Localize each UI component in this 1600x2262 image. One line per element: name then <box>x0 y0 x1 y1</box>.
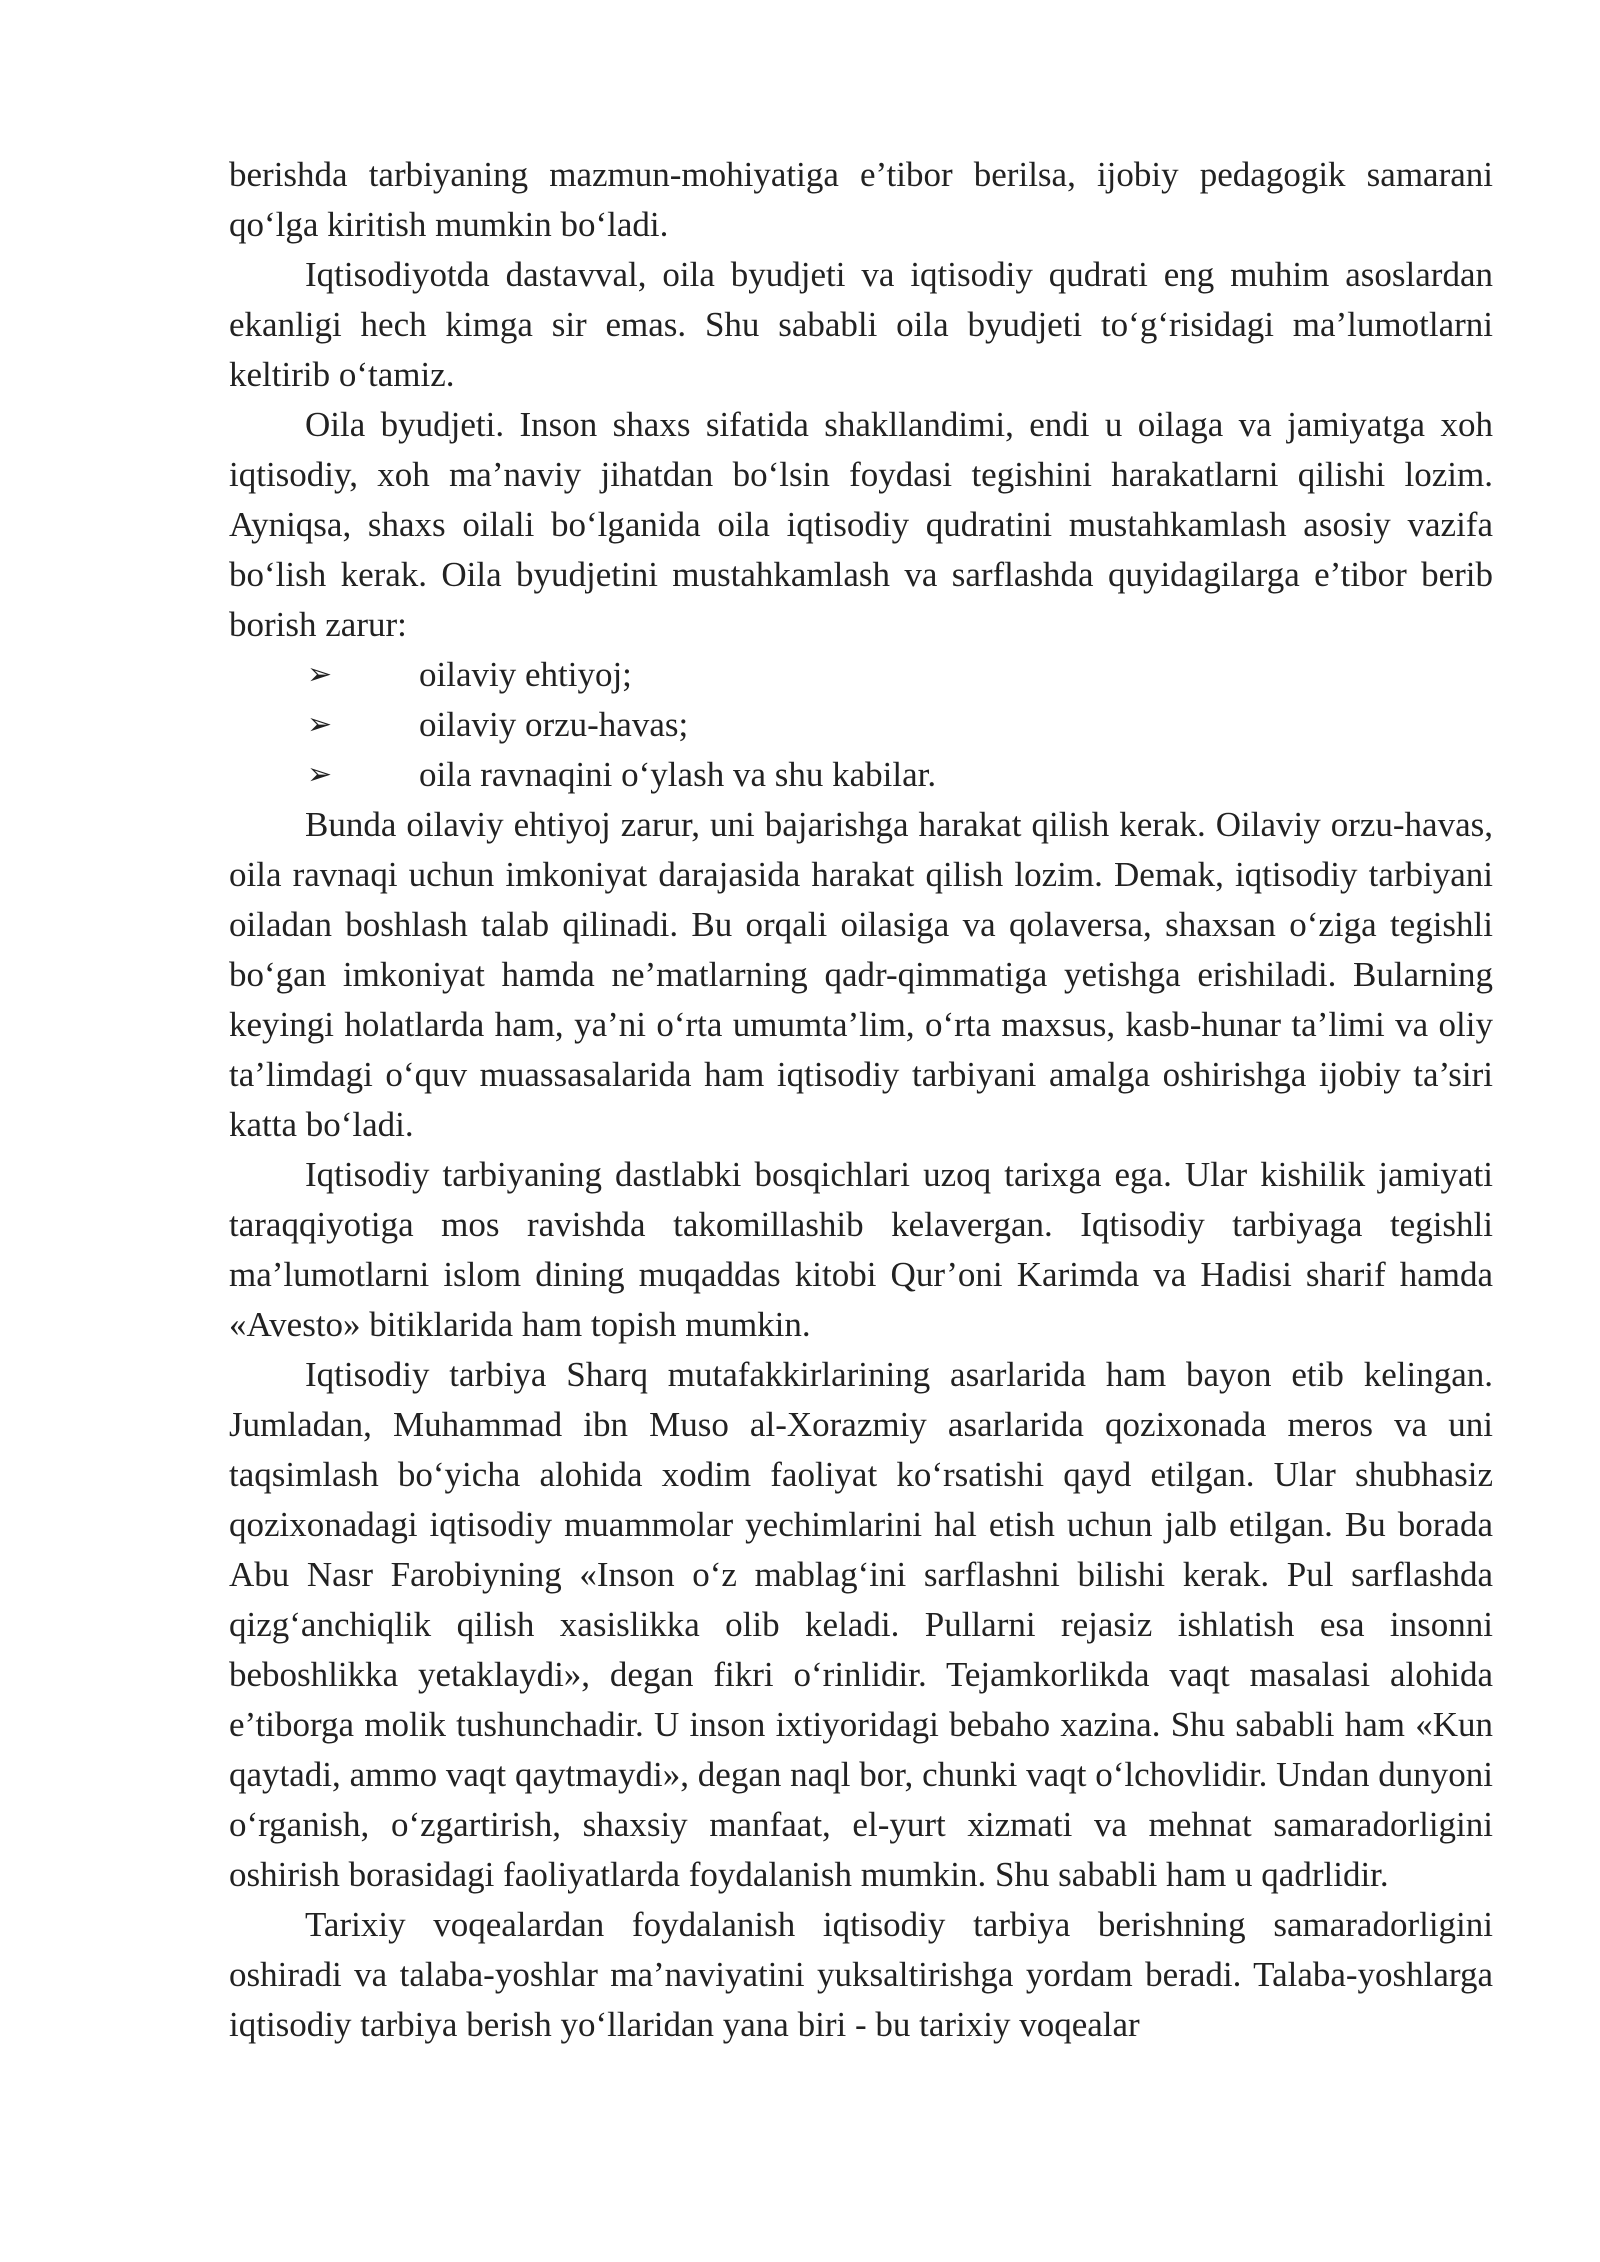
document-page <box>229 150 1493 2050</box>
list-item-text: oilaviy orzu-havas; <box>419 705 689 744</box>
paragraph-4: Bunda oilaviy ehtiyoj zarur, uni bajarishga harakat qilish kerak. Oilaviy orzu-havas, oila ravnaqi uchun imkoniyat darajasida harakat qilish lozim. Demak, iqtisodiy tarbiyani oiladan boshlash talab qilinadi. Bu orqali oilasiga va qolaversa, shaxsan o‘ziga tegishli bo‘gan imkoniyat hamda ne’matlarning qadr-qimmatiga yetishga erishiladi. Bularning keyingi holatlarda ham, ya’ni o‘rta umumta’lim, o‘rta maxsus, kasb-hunar ta’limi va oliy ta’limdagi o‘quv muassasalarida ham iqtisodiy tarbiyani amalga oshirishga ijobiy ta’siri katta bo‘ladi. <box>229 805 1493 1144</box>
arrowhead-bullet-icon: ➢ <box>307 657 333 692</box>
paragraph-3: Oila byudjeti. Inson shaxs sifatida shakllandimi, endi u oilaga va jamiyatga xoh iqtisodiy, xoh ma’naviy jihatdan bo‘lsin foydasi tegishini harakatlarni qilishi lozim. Ayniqsa, shaxs oilali bo‘lganida oila iqtisodiy qudratini mustahkamlash asosiy vazifa bo‘lish kerak. Oila byudjetini mustahkamlash va sarflashda quyidagilarga e’tibor berib borish zarur: <box>229 405 1493 644</box>
list-item <box>229 750 1493 800</box>
list-item <box>229 650 1493 700</box>
paragraph-6: Iqtisodiy tarbiya Sharq mutafakkirlarining asarlarida ham bayon etib kelingan. Jumladan, Muhammad ibn Muso al-Xorazmiy asarlarida qozixonada meros va uni taqsimlash bo‘yicha alohida xodim faoliyat ko‘rsatishi qayd etilgan. Ular shubhasiz qozixonadagi iqtisodiy muammolar yechimlarini hal etish uchun jalb etilgan. Bu borada Abu Nasr Farobiyning «Inson o‘z mablag‘ini sarflashni bilishi kerak. Pul sarflashda qizg‘anchiqlik qilish xasislikka olib keladi. Pullarni rejasiz ishlatish esa insonni beboshlikka yetaklaydi», degan fikri o‘rinlidir. Tejamkorlikda vaqt masalasi alohida e’tiborga molik tushunchadir. U inson ixtiyoridagi bebaho xazina. Shu sababli ham «Kun qaytadi, ammo vaqt qaytmaydi», degan naql bor, chunki vaqt o‘lchovlidir. Undan dunyoni o‘rganish, o‘zgartirish, shaxsiy manfaat, el-yurt xizmati va mehnat samaradorligini oshirish borasidagi faoliyatlarda foydalanish mumkin. Shu sababli ham u qadrlidir. <box>229 1355 1493 1894</box>
paragraph-5: Iqtisodiy tarbiyaning dastlabki bosqichlari uzoq tarixga ega. Ular kishilik jamiyati taraqqiyotiga mos ravishda takomillashib kelavergan. Iqtisodiy tarbiyaga tegishli ma’lumotlarni islom dining muqaddas kitobi Qur’oni Karimda va Hadisi sharif hamda «Avesto» bitiklarida ham topish mumkin. <box>229 1155 1493 1344</box>
paragraph-1: berishda tarbiyaning mazmun-mohiyatiga e’tibor berilsa, ijobiy pedagogik samarani qo‘lga kiritish mumkin bo‘ladi. <box>229 155 1493 244</box>
bullet-list <box>229 650 1493 800</box>
arrowhead-bullet-icon: ➢ <box>307 757 333 792</box>
list-item-text: oilaviy ehtiyoj; <box>419 655 632 694</box>
list-item-text: oila ravnaqini o‘ylash va shu kabilar. <box>419 755 937 794</box>
paragraph-7: Tarixiy voqealardan foydalanish iqtisodiy tarbiya berishning samaradorligini oshiradi va talaba-yoshlar ma’naviyatini yuksaltirishga yordam beradi. Talaba-yoshlarga iqtisodiy tarbiya berish yo‘llaridan yana biri - bu tarixiy voqealar <box>229 1905 1493 2044</box>
list-item <box>229 700 1493 750</box>
paragraph-2: Iqtisodiyotda dastavval, oila byudjeti va iqtisodiy qudrati eng muhim asoslardan ekanligi hech kimga sir emas. Shu sababli oila byudjeti to‘g‘risidagi ma’lumotlarni keltirib o‘tamiz. <box>229 255 1493 394</box>
arrowhead-bullet-icon: ➢ <box>307 707 333 742</box>
